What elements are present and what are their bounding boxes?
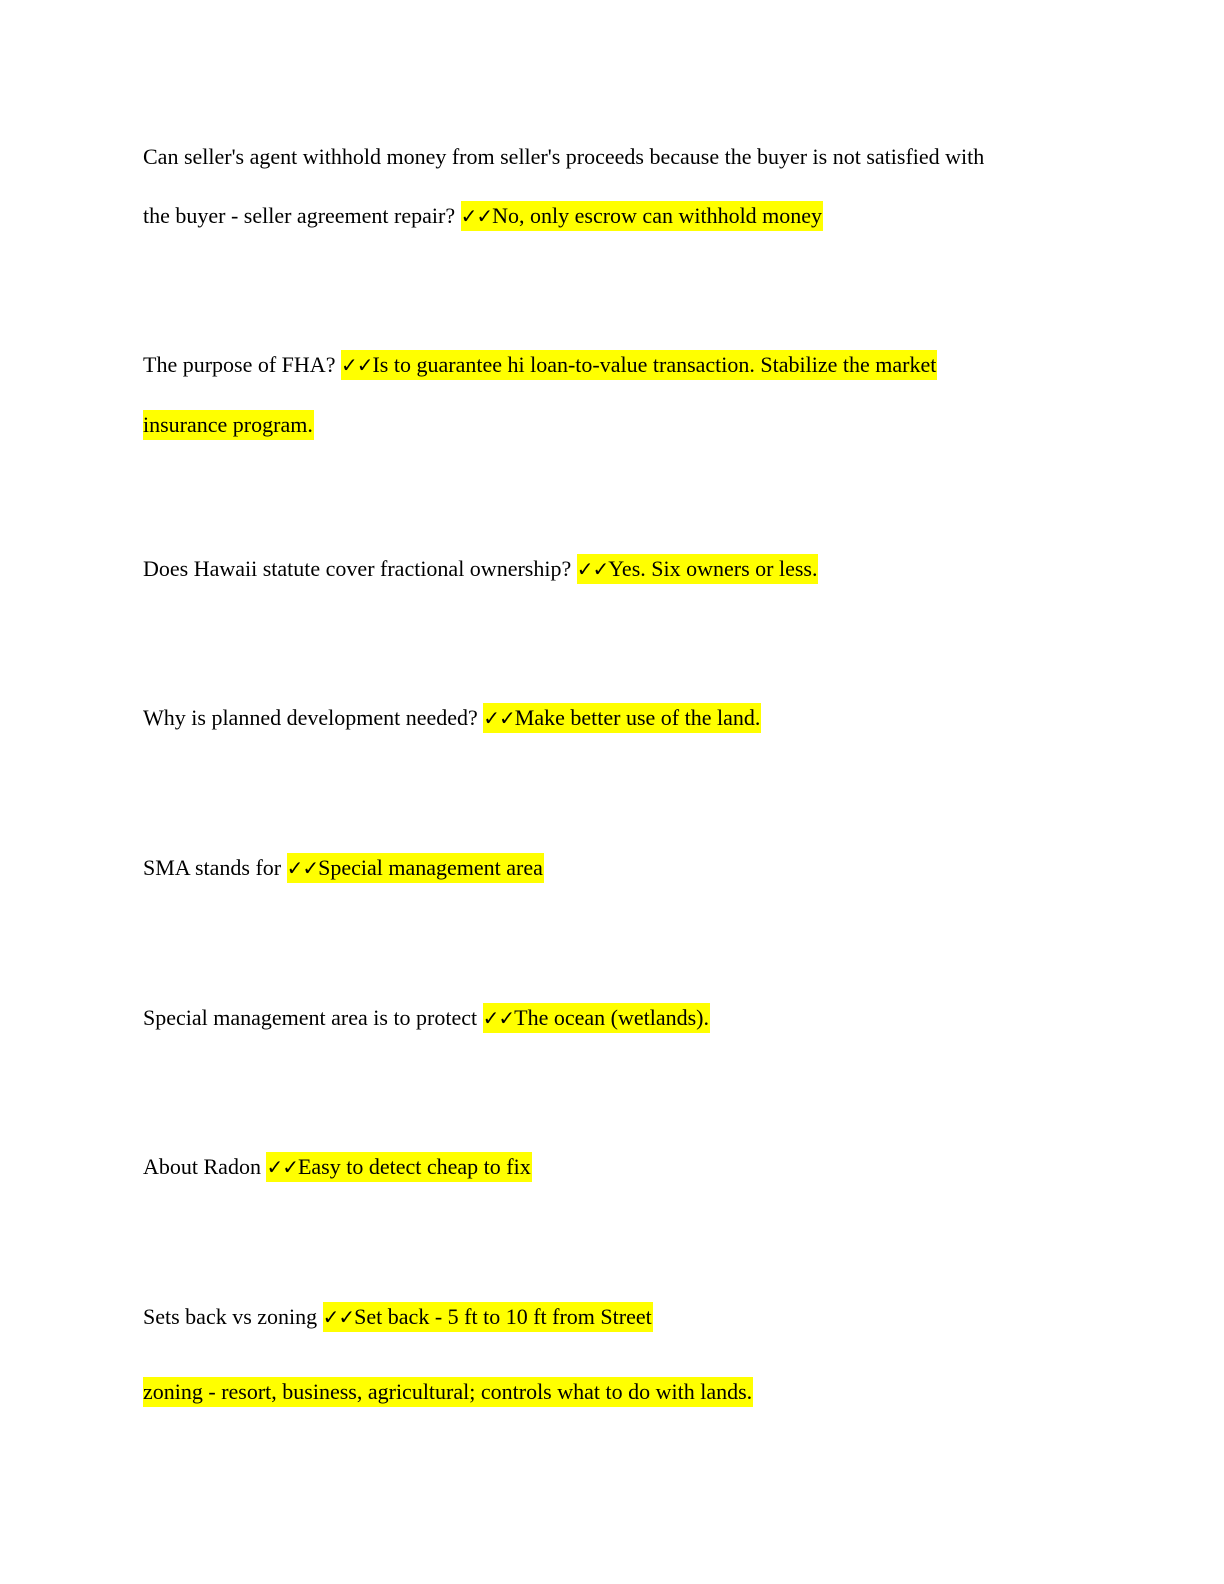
check-mark-icon: ✓✓ (576, 557, 609, 581)
check-mark-icon: ✓✓ (482, 1006, 515, 1030)
check-mark-icon: ✓✓ (322, 1305, 355, 1329)
check-mark-icon: ✓✓ (266, 1155, 298, 1179)
question-2-line-2 (143, 408, 314, 442)
question-text: Sets back vs zoning (143, 1304, 323, 1329)
answer-text: Easy to detect cheap to fix (297, 1154, 531, 1179)
answer-highlight (577, 554, 819, 584)
question-2-line-1 (143, 348, 937, 382)
answer-text: Set back - 5 ft to 10 ft from Street (354, 1304, 652, 1329)
answer-highlight (266, 1152, 531, 1182)
question-text: Special management area is to protect (143, 1005, 483, 1030)
answer-highlight (483, 1003, 710, 1033)
answer-highlight (483, 703, 761, 733)
check-mark-icon: ✓✓ (340, 353, 373, 377)
question-4 (143, 701, 761, 735)
question-7 (143, 1150, 532, 1184)
answer-highlight (323, 1302, 653, 1332)
answer-highlight (341, 350, 937, 380)
question-6 (143, 1001, 710, 1035)
answer-highlight (461, 201, 823, 231)
check-mark-icon: ✓✓ (483, 706, 515, 730)
answer-highlight (143, 1377, 753, 1407)
question-8-line-1 (143, 1300, 653, 1334)
check-mark-icon: ✓✓ (460, 204, 493, 228)
question-1-line-2 (143, 199, 823, 233)
question-text: the buyer - seller agreement repair? (143, 203, 461, 228)
answer-text: insurance program. (143, 412, 313, 437)
question-text: About Radon (143, 1154, 267, 1179)
answer-highlight (287, 853, 544, 883)
question-1-line-1 (143, 140, 984, 174)
answer-text: zoning - resort, business, agricultural; controls what to do with lands. (143, 1379, 753, 1404)
question-5 (143, 851, 544, 885)
question-8-line-2 (143, 1375, 753, 1409)
check-mark-icon: ✓✓ (286, 856, 319, 880)
question-3 (143, 552, 818, 586)
question-text: Does Hawaii statute cover fractional ownership? (143, 556, 577, 581)
answer-text: Is to guarantee hi loan-to-value transaction. Stabilize the market (372, 352, 937, 377)
answer-highlight (143, 410, 314, 440)
answer-text: Yes. Six owners or less. (608, 556, 818, 581)
answer-text: No, only escrow can withhold money (492, 203, 823, 228)
question-text: SMA stands for (143, 855, 287, 880)
answer-text: Make better use of the land. (514, 705, 761, 730)
question-text: Can seller's agent withhold money from seller's proceeds because the buyer is not satisfied with (143, 144, 985, 169)
answer-text: The ocean (wetlands). (514, 1005, 710, 1030)
answer-text: Special management area (318, 855, 543, 880)
question-text: Why is planned development needed? (143, 705, 484, 730)
question-text: The purpose of FHA? (143, 352, 341, 377)
